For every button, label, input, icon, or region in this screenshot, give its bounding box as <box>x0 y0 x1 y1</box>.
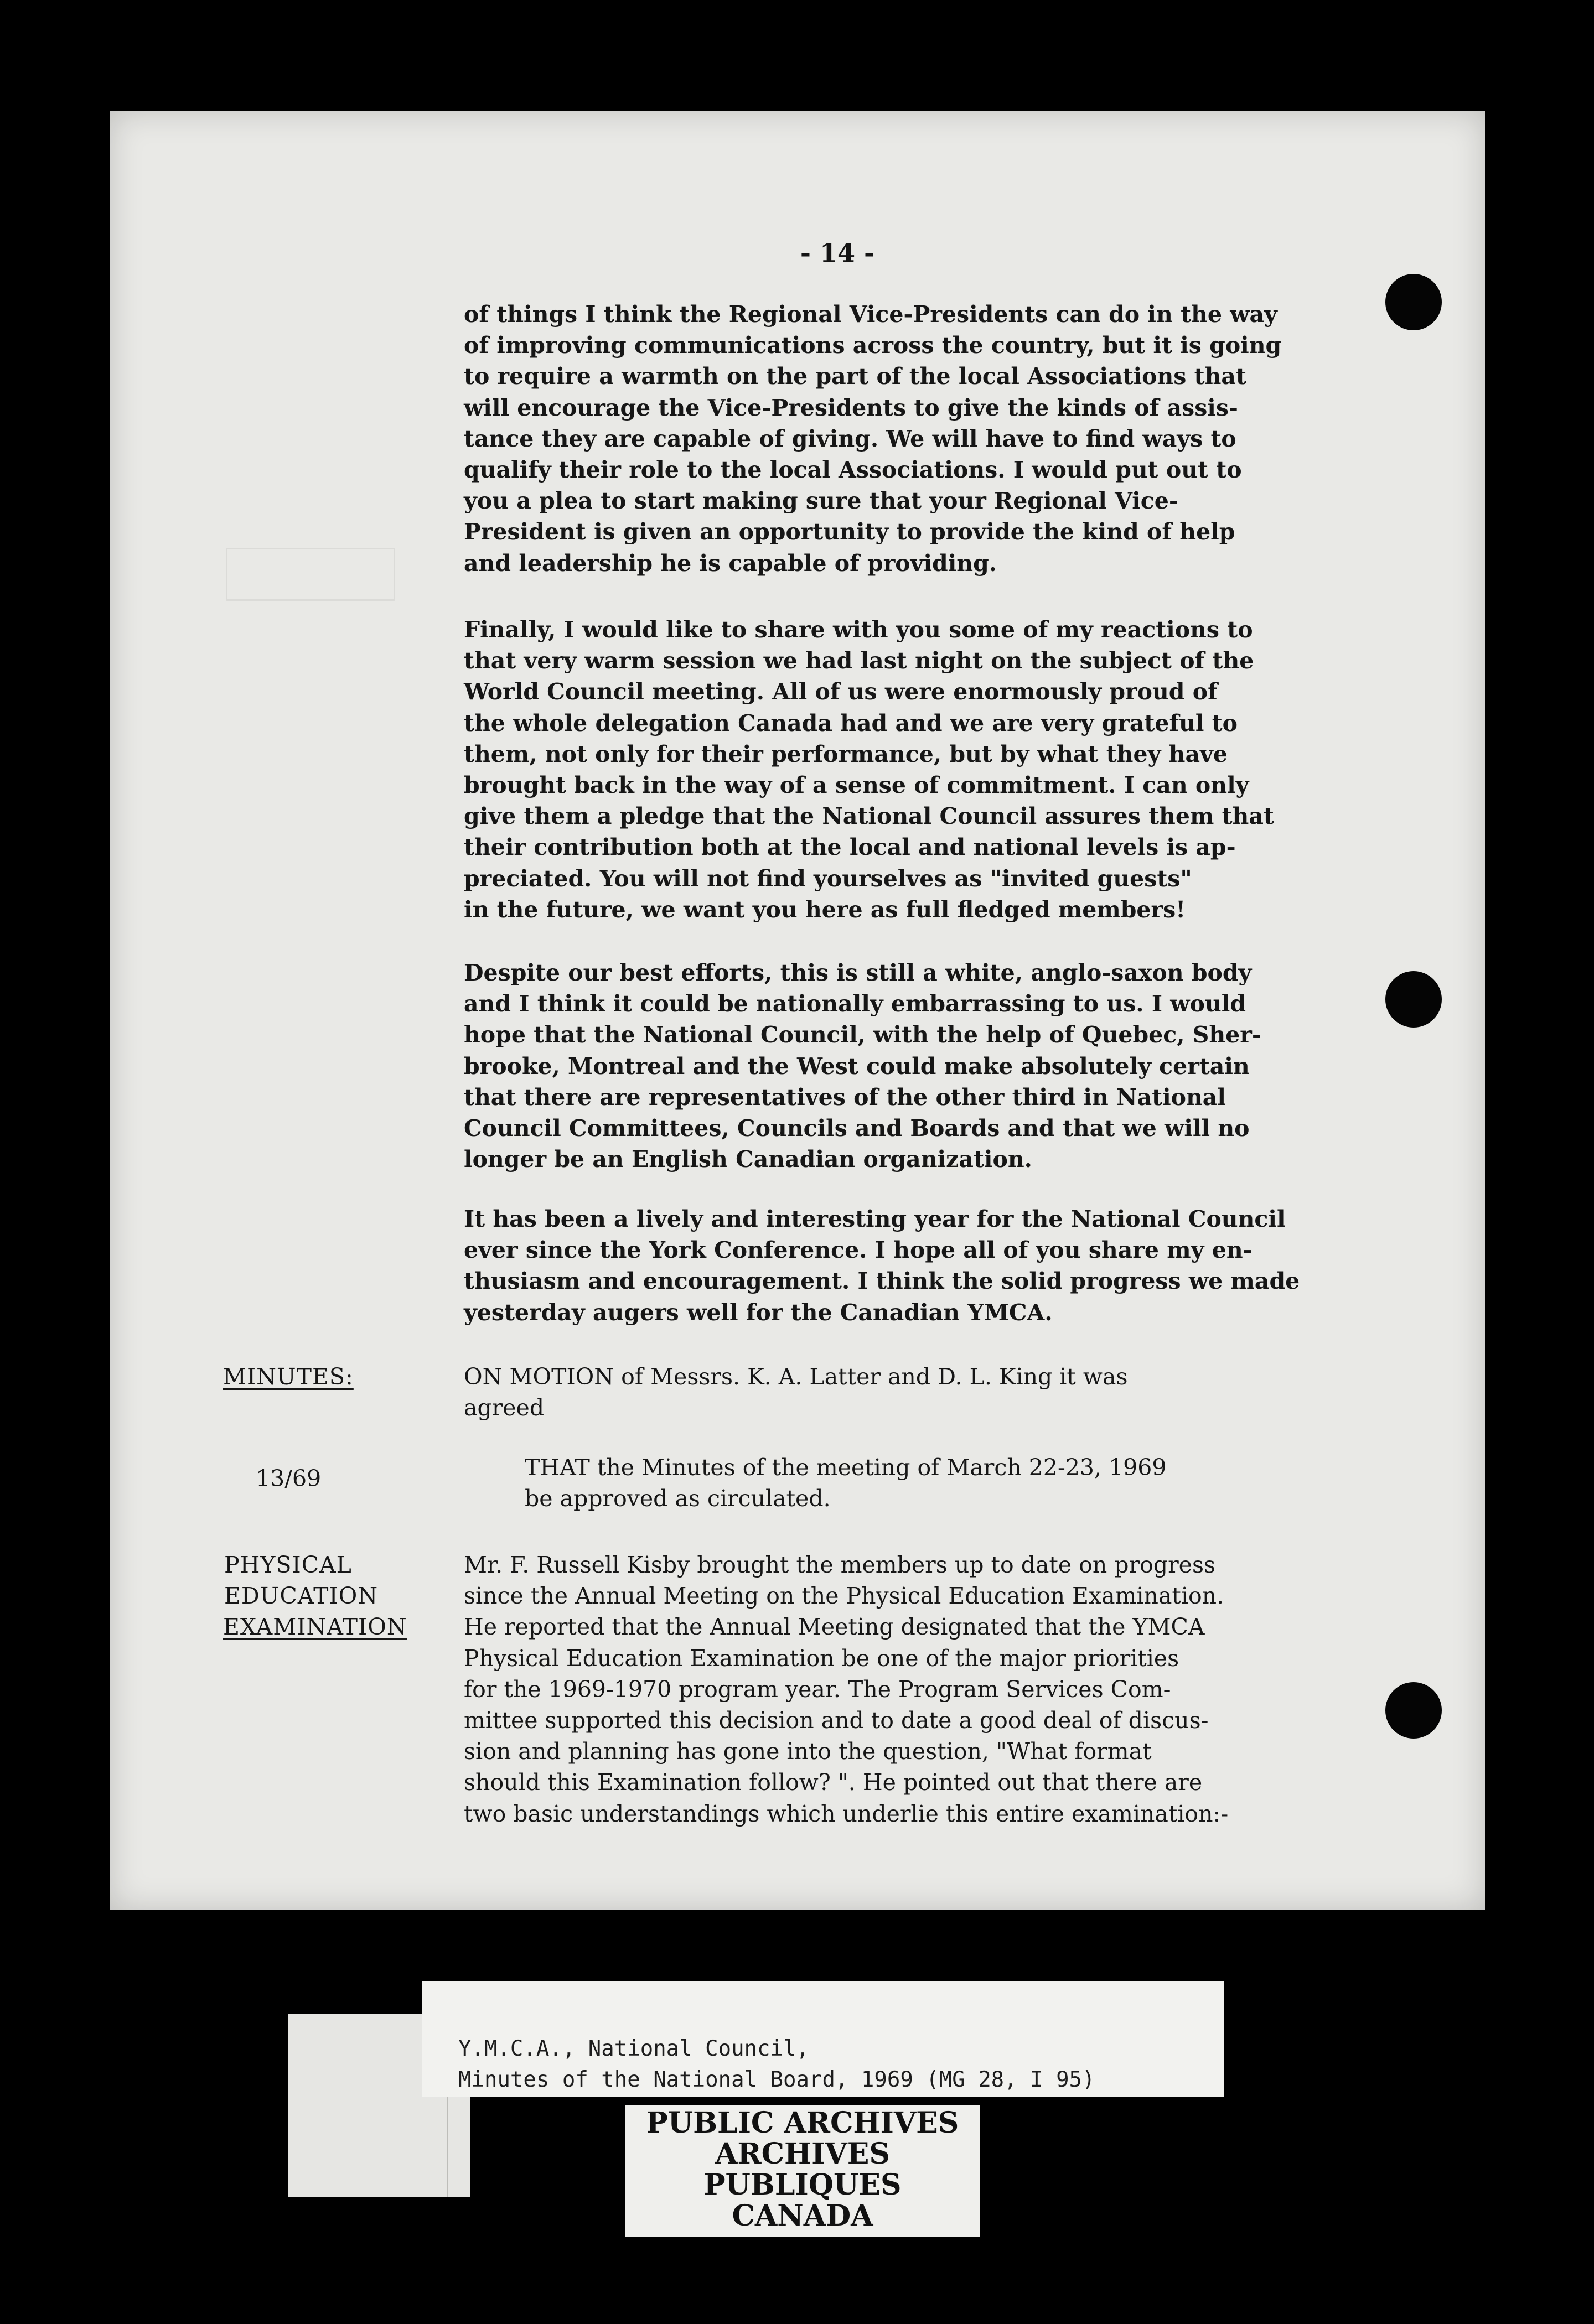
text-line: in the future, we want you here as full fledged members! <box>464 896 1186 923</box>
paragraph-world-council <box>464 614 1482 925</box>
label-line: EDUCATION <box>224 1583 379 1609</box>
minutes-motion <box>464 1361 1482 1423</box>
text-line: brooke, Montreal and the West could make absolutely certain <box>464 1052 1250 1080</box>
paragraph-anglo-saxon-body <box>464 957 1482 1175</box>
text-line: give them a pledge that the National Council assures them that <box>464 803 1274 830</box>
text-line: longer be an English Canadian organization. <box>464 1146 1032 1173</box>
text-line: you a plea to start making sure that your Regional Vice- <box>464 487 1178 515</box>
text-line: sion and planning has gone into the question, "What format <box>464 1738 1152 1765</box>
text-line: Physical Education Examination be one of the major priorities <box>464 1645 1179 1672</box>
text-line: the whole delegation Canada had and we are very grateful to <box>464 709 1238 736</box>
archive-stamp <box>625 2105 980 2237</box>
paragraph-physical-education <box>464 1549 1482 1829</box>
text-line: hope that the National Council, with the help of Quebec, Sher- <box>464 1021 1261 1049</box>
page-number: - 14 - <box>800 238 875 268</box>
text-line: ever since the York Conference. I hope all of you share my en- <box>464 1237 1253 1264</box>
text-line: to require a warmth on the part of the local Associations that <box>464 363 1246 390</box>
text-line: yesterday augers well for the Canadian YMCA. <box>464 1299 1053 1326</box>
text-line: that very warm session we had last night on the subject of the <box>464 647 1254 675</box>
text-line: brought back in the way of a sense of commitment. I can only <box>464 772 1249 799</box>
text-line: mittee supported this decision and to date a good deal of discus- <box>464 1707 1209 1734</box>
text-line: Council Committees, Councils and Boards and that we will no <box>464 1115 1250 1142</box>
text-line: ON MOTION of Messrs. K. A. Latter and D. L. King it was <box>464 1363 1128 1390</box>
caption-line: Minutes of the National Board, 1969 (MG 28, I 95) <box>458 2067 1095 2092</box>
text-line: President is given an opportunity to provide the kind of help <box>464 518 1235 546</box>
text-line: It has been a lively and interesting year for the National Council <box>464 1206 1286 1232</box>
text-line: Mr. F. Russell Kisby brought the members up to date on progress <box>464 1552 1216 1578</box>
paragraph-lively-year <box>464 1204 1482 1328</box>
text-line: Despite our best efforts, this is still a white, anglo-saxon body <box>464 959 1252 986</box>
label-line: EXAMINATION <box>223 1614 407 1640</box>
minutes-resolution <box>525 1452 1466 1514</box>
text-line: two basic understandings which underlie this entire examination:- <box>464 1800 1229 1827</box>
physical-education-label <box>223 1549 456 1642</box>
text-line: should this Examination follow? ". He pointed out that there are <box>464 1769 1203 1796</box>
stamp-line: PUBLIC ARCHIVES <box>646 2106 959 2140</box>
stamp-line: ARCHIVES PUBLIQUES <box>703 2137 902 2202</box>
text-line: THAT the Minutes of the meeting of March 22-23, 1969 <box>525 1454 1167 1481</box>
text-line: will encourage the Vice-Presidents to give the kinds of assis- <box>464 394 1238 421</box>
text-line: for the 1969-1970 program year. The Program Services Com- <box>464 1675 1171 1703</box>
text-line: their contribution both at the local and national levels is ap- <box>464 834 1236 861</box>
text-line: Finally, I would like to share with you some of my reactions to <box>464 616 1253 643</box>
text-line: and I think it could be nationally embarrassing to us. I would <box>464 990 1246 1018</box>
text-line: them, not only for their performance, but by what they have <box>464 740 1228 767</box>
stamp-line: CANADA <box>732 2199 873 2233</box>
bleed-through-mark <box>226 548 395 601</box>
text-line: He reported that the Annual Meeting designated that the YMCA <box>464 1614 1205 1641</box>
paragraph-regional-vice-presidents <box>464 299 1482 579</box>
label-line: PHYSICAL <box>224 1552 352 1578</box>
archive-caption <box>458 2034 1095 2095</box>
document-page <box>110 111 1485 1910</box>
text-line: of things I think the Regional Vice-Presidents can do in the way <box>464 301 1277 328</box>
caption-line: Y.M.C.A., National Council, <box>458 2036 809 2061</box>
text-line: be approved as circulated. <box>525 1485 831 1512</box>
text-line: qualify their role to the local Associations. I would put out to <box>464 456 1242 484</box>
text-line: that there are representatives of the other third in National <box>464 1083 1226 1111</box>
text-line: preciated. You will not find yourselves as "invited guests" <box>464 865 1192 892</box>
text-line: and leadership he is capable of providing. <box>464 549 997 577</box>
text-line: agreed <box>464 1394 545 1422</box>
text-line: thusiasm and encouragement. I think the solid progress we made <box>464 1268 1300 1295</box>
text-line: tance they are capable of giving. We will have to find ways to <box>464 425 1236 452</box>
minutes-label: MINUTES: <box>223 1363 354 1390</box>
text-line: since the Annual Meeting on the Physical Education Examination. <box>464 1583 1224 1610</box>
text-line: World Council meeting. All of us were enormously proud of <box>464 678 1218 706</box>
text-line: of improving communications across the country, but it is going <box>464 332 1282 359</box>
motion-number: 13/69 <box>256 1465 322 1492</box>
